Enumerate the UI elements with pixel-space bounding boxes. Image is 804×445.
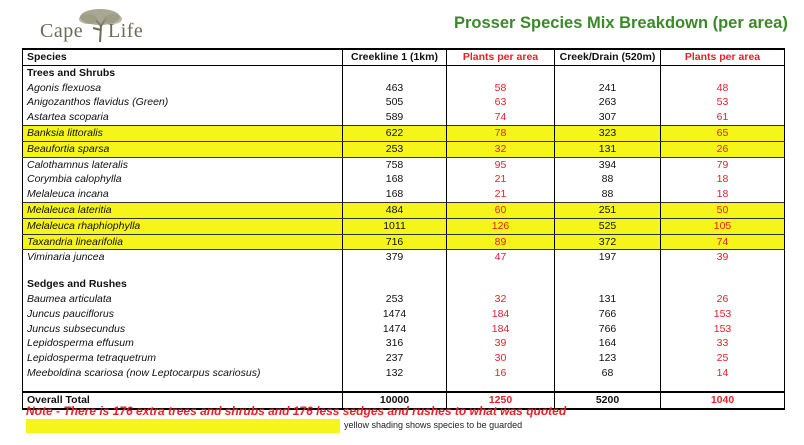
species-row-guarded	[23, 125, 785, 141]
species-name: Anigozanthos flavidus (Green)	[23, 95, 343, 110]
total-plants-per-area-1: 1250	[447, 392, 555, 409]
plants-per-area-2: 25	[661, 351, 785, 366]
plants-per-area-1: 78	[447, 125, 555, 141]
creek-drain-count: 323	[555, 125, 661, 141]
plants-per-area-2: 18	[661, 187, 785, 202]
species-row	[23, 292, 785, 307]
spacer-row	[23, 265, 785, 277]
empty-cell	[661, 65, 785, 80]
creek-drain-count: 394	[555, 157, 661, 172]
species-name: Lepidosperma tetraquetrum	[23, 351, 343, 366]
plants-per-area-2: 26	[661, 292, 785, 307]
plants-per-area-2: 153	[661, 322, 785, 337]
plants-per-area-2: 61	[661, 110, 785, 125]
species-row-guarded	[23, 141, 785, 157]
plants-per-area-1: 21	[447, 187, 555, 202]
plants-per-area-1: 126	[447, 218, 555, 234]
creek-drain-count: 372	[555, 234, 661, 250]
creek-drain-count: 251	[555, 202, 661, 218]
species-name: Juncus subsecundus	[23, 322, 343, 337]
plants-per-area-1: 16	[447, 366, 555, 381]
plants-per-area-2: 48	[661, 81, 785, 96]
section-title: Sedges and Rushes	[23, 277, 343, 292]
capelife-logo	[38, 6, 158, 46]
logo-text-life: Life	[108, 20, 144, 42]
empty-cell	[555, 265, 661, 277]
page-title: Prosser Species Mix Breakdown (per area)	[454, 14, 788, 32]
creekline-count: 622	[343, 125, 447, 141]
plants-per-area-1: 74	[447, 110, 555, 125]
species-row	[23, 336, 785, 351]
species-name: Agonis flexuosa	[23, 81, 343, 96]
empty-cell	[661, 381, 785, 392]
empty-cell	[555, 65, 661, 80]
header-creek-drain: Creek/Drain (520m)	[555, 49, 661, 65]
creek-drain-count: 88	[555, 187, 661, 202]
creekline-count: 716	[343, 234, 447, 250]
creek-drain-count: 241	[555, 81, 661, 96]
species-mix-table	[22, 48, 785, 410]
plants-per-area-1: 30	[447, 351, 555, 366]
plants-per-area-2: 53	[661, 95, 785, 110]
creek-drain-count: 131	[555, 141, 661, 157]
empty-cell	[343, 277, 447, 292]
creekline-count: 379	[343, 250, 447, 265]
species-name: Banksia littoralis	[23, 125, 343, 141]
plants-per-area-2: 79	[661, 157, 785, 172]
plants-per-area-1: 63	[447, 95, 555, 110]
plants-per-area-1: 60	[447, 202, 555, 218]
creek-drain-count: 164	[555, 336, 661, 351]
header-plants-per-area-2: Plants per area	[661, 49, 785, 65]
species-name: Corymbia calophylla	[23, 172, 343, 187]
creek-drain-count: 307	[555, 110, 661, 125]
plants-per-area-2: 33	[661, 336, 785, 351]
species-row	[23, 322, 785, 337]
creekline-count: 589	[343, 110, 447, 125]
creek-drain-count: 131	[555, 292, 661, 307]
section-header-row	[23, 277, 785, 292]
plants-per-area-1: 39	[447, 336, 555, 351]
plants-per-area-2: 74	[661, 234, 785, 250]
plants-per-area-1: 47	[447, 250, 555, 265]
creekline-count: 253	[343, 292, 447, 307]
table-header-row	[23, 49, 785, 65]
legend-yellow-swatch	[26, 419, 340, 433]
plants-per-area-2: 39	[661, 250, 785, 265]
empty-cell	[23, 381, 343, 392]
species-row	[23, 187, 785, 202]
header-species: Species	[23, 49, 343, 65]
empty-cell	[447, 381, 555, 392]
plants-per-area-2: 50	[661, 202, 785, 218]
species-row-guarded	[23, 202, 785, 218]
legend-text: yellow shading shows species to be guarded	[344, 420, 523, 430]
creek-drain-count: 197	[555, 250, 661, 265]
empty-cell	[23, 265, 343, 277]
creek-drain-count: 525	[555, 218, 661, 234]
species-name: Juncus pauciflorus	[23, 307, 343, 322]
creek-drain-count: 766	[555, 307, 661, 322]
creekline-count: 1474	[343, 322, 447, 337]
species-name: Taxandria linearifolia	[23, 234, 343, 250]
section-header-row	[23, 65, 785, 80]
empty-cell	[661, 265, 785, 277]
header-creekline: Creekline 1 (1km)	[343, 49, 447, 65]
empty-cell	[447, 265, 555, 277]
empty-cell	[343, 65, 447, 80]
creekline-count: 505	[343, 95, 447, 110]
creekline-count: 132	[343, 366, 447, 381]
creek-drain-count: 68	[555, 366, 661, 381]
plants-per-area-1: 32	[447, 292, 555, 307]
plants-per-area-2: 153	[661, 307, 785, 322]
species-name: Viminaria juncea	[23, 250, 343, 265]
species-row	[23, 110, 785, 125]
creekline-count: 237	[343, 351, 447, 366]
species-name: Baumea articulata	[23, 292, 343, 307]
note-text: Note - There is 176 extra trees and shrubs and 176 less sedges and rushes to what was quoted	[26, 404, 567, 418]
spacer-row	[23, 381, 785, 392]
species-name: Melaleuca incana	[23, 187, 343, 202]
plants-per-area-1: 95	[447, 157, 555, 172]
plants-per-area-2: 65	[661, 125, 785, 141]
empty-cell	[661, 277, 785, 292]
species-row	[23, 172, 785, 187]
creek-drain-count: 263	[555, 95, 661, 110]
creekline-count: 168	[343, 187, 447, 202]
plants-per-area-2: 18	[661, 172, 785, 187]
species-row-guarded	[23, 234, 785, 250]
species-row	[23, 366, 785, 381]
plants-per-area-1: 184	[447, 322, 555, 337]
plants-per-area-1: 21	[447, 172, 555, 187]
creekline-count: 316	[343, 336, 447, 351]
plants-per-area-1: 89	[447, 234, 555, 250]
plants-per-area-1: 32	[447, 141, 555, 157]
logo-text-cape: Cape	[40, 20, 84, 42]
creek-drain-count: 123	[555, 351, 661, 366]
creekline-count: 168	[343, 172, 447, 187]
species-row	[23, 250, 785, 265]
species-row-guarded	[23, 218, 785, 234]
empty-cell	[555, 381, 661, 392]
creekline-count: 463	[343, 81, 447, 96]
total-creekline: 10000	[343, 392, 447, 409]
creek-drain-count: 88	[555, 172, 661, 187]
empty-cell	[447, 65, 555, 80]
total-plants-per-area-2: 1040	[661, 392, 785, 409]
empty-cell	[343, 265, 447, 277]
plants-per-area-1: 58	[447, 81, 555, 96]
species-name: Melaleuca rhaphiophylla	[23, 218, 343, 234]
empty-cell	[555, 277, 661, 292]
creekline-count: 484	[343, 202, 447, 218]
empty-cell	[343, 381, 447, 392]
plants-per-area-1: 184	[447, 307, 555, 322]
total-label: Overall Total	[23, 392, 343, 409]
species-row	[23, 307, 785, 322]
creekline-count: 1474	[343, 307, 447, 322]
species-row	[23, 81, 785, 96]
empty-cell	[447, 277, 555, 292]
header-plants-per-area-1: Plants per area	[447, 49, 555, 65]
species-name: Meeboldina scariosa (now Leptocarpus scariosus)	[23, 366, 343, 381]
species-name: Astartea scoparia	[23, 110, 343, 125]
creek-drain-count: 766	[555, 322, 661, 337]
species-row	[23, 157, 785, 172]
creekline-count: 758	[343, 157, 447, 172]
species-name: Melaleuca lateritia	[23, 202, 343, 218]
section-title: Trees and Shrubs	[23, 65, 343, 80]
species-name: Calothamnus lateralis	[23, 157, 343, 172]
creekline-count: 253	[343, 141, 447, 157]
creekline-count: 1011	[343, 218, 447, 234]
total-creek-drain: 5200	[555, 392, 661, 409]
species-name: Beaufortia sparsa	[23, 141, 343, 157]
plants-per-area-2: 14	[661, 366, 785, 381]
species-row	[23, 351, 785, 366]
species-name: Lepidosperma effusum	[23, 336, 343, 351]
plants-per-area-2: 105	[661, 218, 785, 234]
plants-per-area-2: 26	[661, 141, 785, 157]
species-row	[23, 95, 785, 110]
